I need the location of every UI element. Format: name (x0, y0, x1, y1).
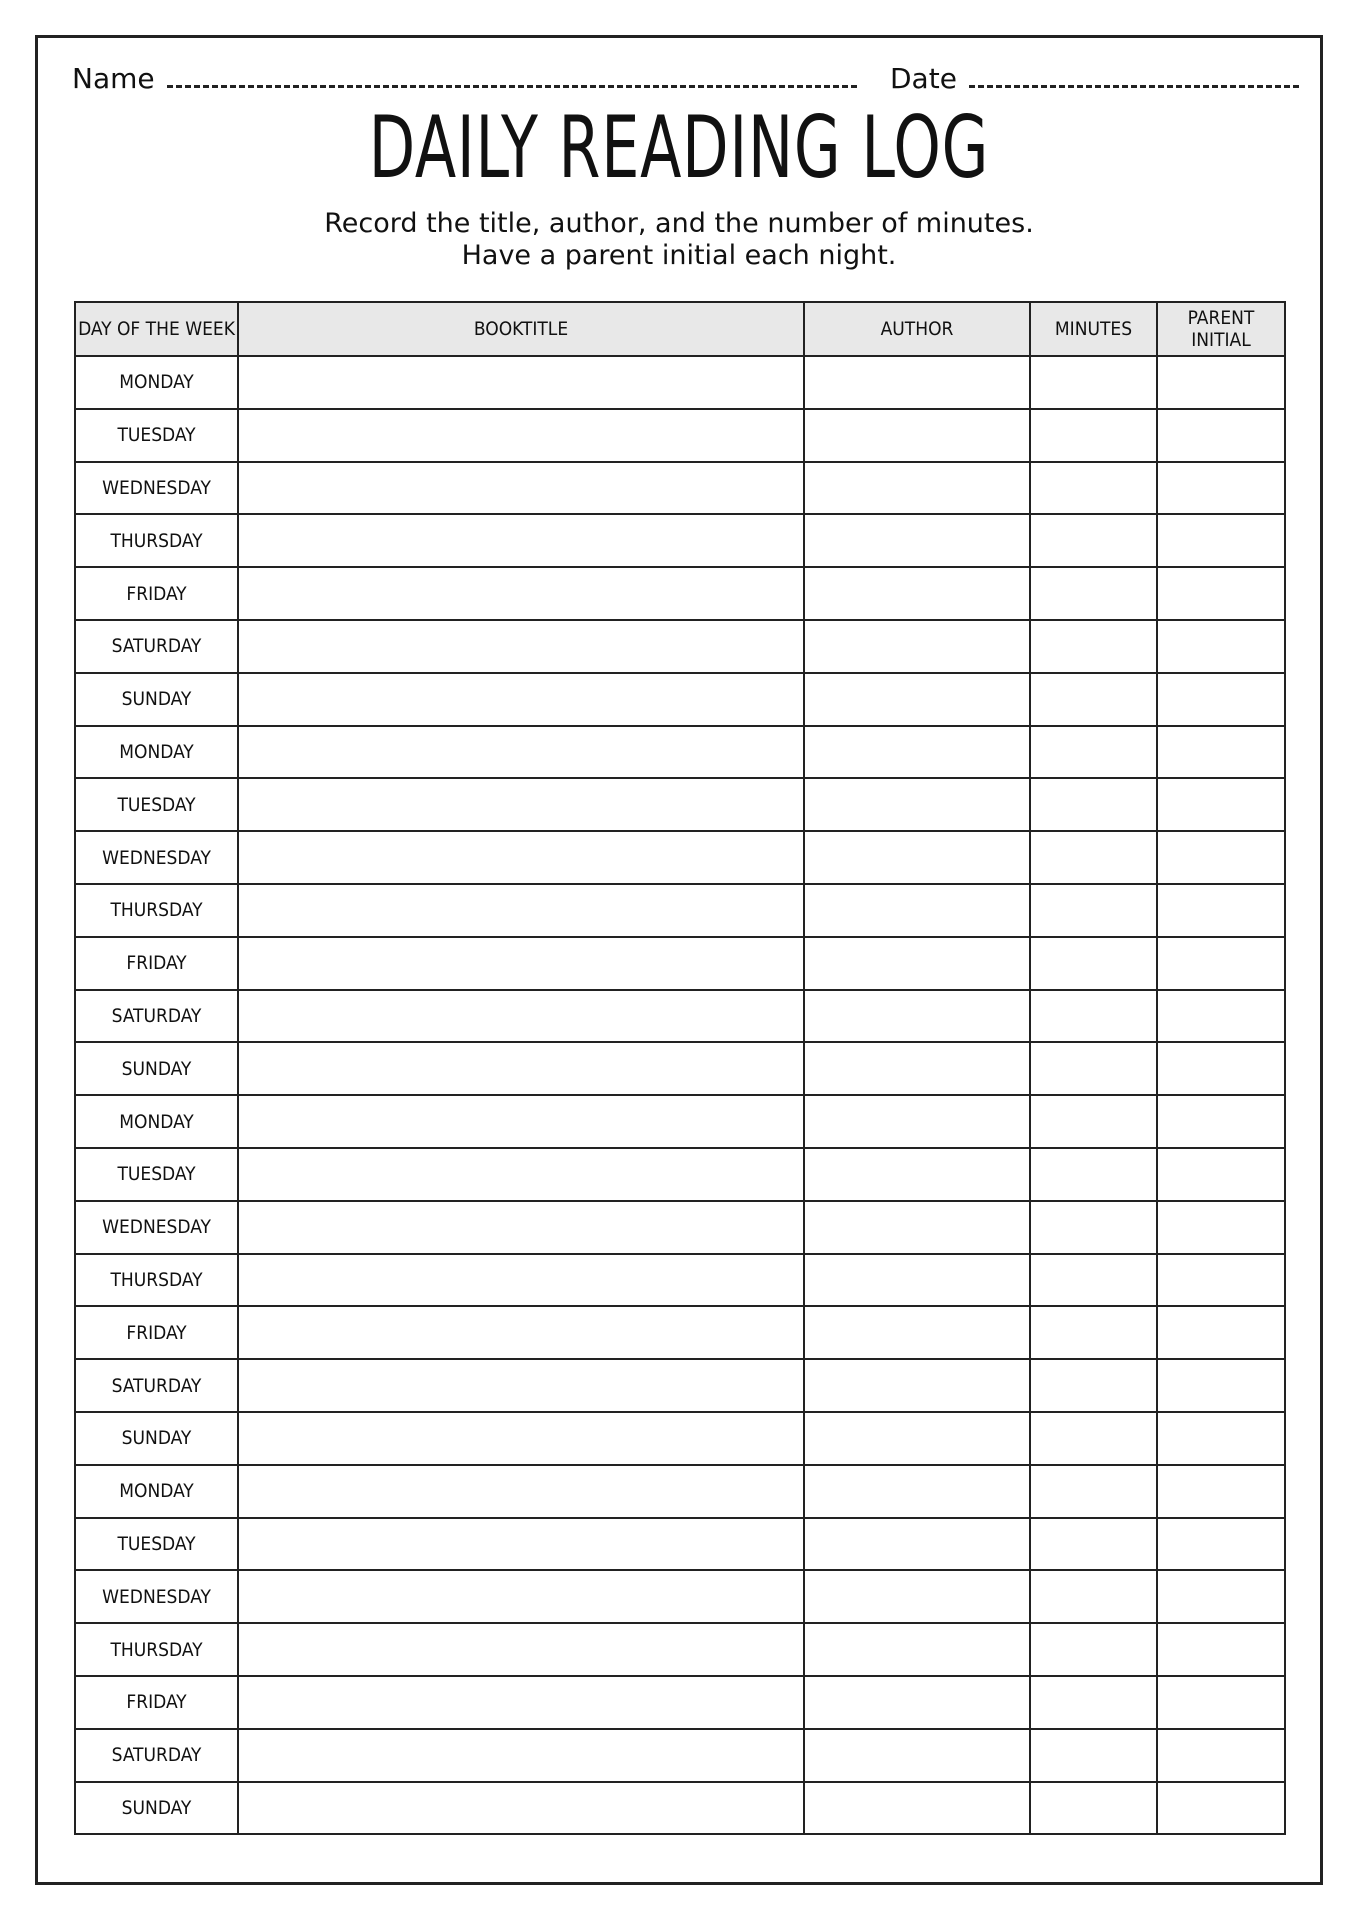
parent-initial-cell[interactable] (1157, 1782, 1285, 1835)
minutes-cell[interactable] (1030, 1095, 1157, 1148)
author-cell[interactable] (804, 1254, 1030, 1307)
day-cell: SUNDAY (75, 673, 238, 726)
day-cell: MONDAY (75, 1465, 238, 1518)
parent-initial-cell[interactable] (1157, 884, 1285, 937)
day-cell: TUESDAY (75, 1518, 238, 1571)
day-cell: SUNDAY (75, 1042, 238, 1095)
book-title-cell[interactable] (238, 514, 804, 567)
table-body (75, 356, 1285, 1834)
minutes-cell[interactable] (1030, 1042, 1157, 1095)
author-cell[interactable] (804, 1042, 1030, 1095)
author-cell[interactable] (804, 937, 1030, 990)
author-cell[interactable] (804, 1465, 1030, 1518)
day-cell: FRIDAY (75, 937, 238, 990)
parent-initial-cell[interactable] (1157, 1465, 1285, 1518)
date-label: Date (890, 62, 957, 95)
minutes-cell[interactable] (1030, 409, 1157, 462)
minutes-cell[interactable] (1030, 1782, 1157, 1835)
parent-initial-cell[interactable] (1157, 1359, 1285, 1412)
author-cell[interactable] (804, 778, 1030, 831)
author-cell[interactable] (804, 462, 1030, 515)
book-title-cell[interactable] (238, 937, 804, 990)
table-row (75, 356, 1285, 409)
table-row (75, 567, 1285, 620)
day-cell: SATURDAY (75, 1729, 238, 1782)
header-author: AUTHOR (804, 302, 1030, 356)
book-title-cell[interactable] (238, 1095, 804, 1148)
day-cell: WEDNESDAY (75, 831, 238, 884)
book-title-cell[interactable] (238, 1465, 804, 1518)
parent-initial-cell[interactable] (1157, 673, 1285, 726)
book-title-cell[interactable] (238, 567, 804, 620)
parent-initial-cell[interactable] (1157, 1518, 1285, 1571)
author-cell[interactable] (804, 1201, 1030, 1254)
author-cell[interactable] (804, 1570, 1030, 1623)
minutes-cell[interactable] (1030, 620, 1157, 673)
parent-initial-cell[interactable] (1157, 1676, 1285, 1729)
author-cell[interactable] (804, 1095, 1030, 1148)
table-header-row (75, 302, 1285, 356)
name-field[interactable] (72, 62, 857, 95)
book-title-cell[interactable] (238, 990, 804, 1043)
book-title-cell[interactable] (238, 726, 804, 779)
instruction-line-1: Record the title, author, and the number of minutes. (324, 208, 1034, 239)
day-cell: MONDAY (75, 356, 238, 409)
header-parent-initial: PARENT INITIAL (1157, 302, 1285, 356)
book-title-cell[interactable] (238, 1201, 804, 1254)
minutes-cell[interactable] (1030, 1729, 1157, 1782)
parent-initial-cell[interactable] (1157, 462, 1285, 515)
day-cell: MONDAY (75, 1095, 238, 1148)
header-book-title: BOOKTITLE (238, 302, 804, 356)
minutes-cell[interactable] (1030, 673, 1157, 726)
parent-initial-cell[interactable] (1157, 1254, 1285, 1307)
day-cell: SATURDAY (75, 620, 238, 673)
book-title-cell[interactable] (238, 1782, 804, 1835)
table-row (75, 884, 1285, 937)
parent-initial-cell[interactable] (1157, 1570, 1285, 1623)
parent-initial-cell[interactable] (1157, 778, 1285, 831)
parent-initial-cell[interactable] (1157, 620, 1285, 673)
table-row (75, 1254, 1285, 1307)
day-cell: THURSDAY (75, 884, 238, 937)
book-title-cell[interactable] (238, 1148, 804, 1201)
table-row (75, 1095, 1285, 1148)
author-cell[interactable] (804, 726, 1030, 779)
author-cell[interactable] (804, 673, 1030, 726)
parent-initial-cell[interactable] (1157, 1623, 1285, 1676)
day-cell: THURSDAY (75, 1623, 238, 1676)
minutes-cell[interactable] (1030, 726, 1157, 779)
author-cell[interactable] (804, 884, 1030, 937)
author-cell[interactable] (804, 1148, 1030, 1201)
minutes-cell[interactable] (1030, 884, 1157, 937)
date-blank-line[interactable] (969, 81, 1299, 88)
parent-initial-cell[interactable] (1157, 937, 1285, 990)
day-cell: WEDNESDAY (75, 1201, 238, 1254)
author-cell[interactable] (804, 514, 1030, 567)
table-row (75, 1623, 1285, 1676)
parent-initial-cell[interactable] (1157, 1042, 1285, 1095)
parent-initial-cell[interactable] (1157, 726, 1285, 779)
minutes-cell[interactable] (1030, 1465, 1157, 1518)
parent-initial-cell[interactable] (1157, 356, 1285, 409)
book-title-cell[interactable] (238, 462, 804, 515)
parent-initial-cell[interactable] (1157, 409, 1285, 462)
table-row (75, 1042, 1285, 1095)
minutes-cell[interactable] (1030, 356, 1157, 409)
table-row (75, 1148, 1285, 1201)
table-row (75, 462, 1285, 515)
author-cell[interactable] (804, 1306, 1030, 1359)
day-cell: FRIDAY (75, 567, 238, 620)
day-cell: SATURDAY (75, 990, 238, 1043)
reading-log-table (74, 301, 1286, 1835)
parent-initial-cell[interactable] (1157, 1306, 1285, 1359)
header-day-of-week: DAY OF THE WEEK (75, 302, 238, 356)
author-cell[interactable] (804, 831, 1030, 884)
minutes-cell[interactable] (1030, 1359, 1157, 1412)
day-cell: FRIDAY (75, 1306, 238, 1359)
book-title-cell[interactable] (238, 831, 804, 884)
book-title-cell[interactable] (238, 1359, 804, 1412)
day-cell: SATURDAY (75, 1359, 238, 1412)
author-cell[interactable] (804, 1676, 1030, 1729)
book-title-cell[interactable] (238, 884, 804, 937)
minutes-cell[interactable] (1030, 567, 1157, 620)
author-cell[interactable] (804, 1623, 1030, 1676)
book-title-cell[interactable] (238, 673, 804, 726)
table-row (75, 1676, 1285, 1729)
book-title-cell[interactable] (238, 356, 804, 409)
minutes-cell[interactable] (1030, 1623, 1157, 1676)
table-row (75, 620, 1285, 673)
minutes-cell[interactable] (1030, 1412, 1157, 1465)
author-cell[interactable] (804, 990, 1030, 1043)
book-title-cell[interactable] (238, 1042, 804, 1095)
author-cell[interactable] (804, 356, 1030, 409)
table-row (75, 1570, 1285, 1623)
day-cell: THURSDAY (75, 1254, 238, 1307)
name-blank-line[interactable] (167, 81, 857, 88)
book-title-cell[interactable] (238, 1412, 804, 1465)
minutes-cell[interactable] (1030, 514, 1157, 567)
book-title-cell[interactable] (238, 1729, 804, 1782)
table-row (75, 1782, 1285, 1835)
table-row (75, 514, 1285, 567)
author-cell[interactable] (804, 620, 1030, 673)
table-row (75, 1729, 1285, 1782)
book-title-cell[interactable] (238, 1518, 804, 1571)
day-cell: MONDAY (75, 726, 238, 779)
minutes-cell[interactable] (1030, 462, 1157, 515)
table-row (75, 1201, 1285, 1254)
parent-initial-cell[interactable] (1157, 990, 1285, 1043)
book-title-cell[interactable] (238, 409, 804, 462)
day-cell: WEDNESDAY (75, 462, 238, 515)
table-row (75, 1518, 1285, 1571)
date-field[interactable] (890, 62, 1299, 95)
author-cell[interactable] (804, 1359, 1030, 1412)
table-row (75, 1465, 1285, 1518)
parent-initial-cell[interactable] (1157, 1729, 1285, 1782)
table-row (75, 726, 1285, 779)
minutes-cell[interactable] (1030, 1148, 1157, 1201)
minutes-cell[interactable] (1030, 1676, 1157, 1729)
table-row (75, 1412, 1285, 1465)
header-minutes: MINUTES (1030, 302, 1157, 356)
minutes-cell[interactable] (1030, 831, 1157, 884)
book-title-cell[interactable] (238, 1676, 804, 1729)
parent-initial-cell[interactable] (1157, 514, 1285, 567)
minutes-cell[interactable] (1030, 990, 1157, 1043)
parent-initial-cell[interactable] (1157, 1412, 1285, 1465)
table-row (75, 778, 1285, 831)
parent-initial-cell[interactable] (1157, 1201, 1285, 1254)
minutes-cell[interactable] (1030, 1201, 1157, 1254)
parent-initial-cell[interactable] (1157, 567, 1285, 620)
table-row (75, 937, 1285, 990)
name-label: Name (72, 62, 155, 95)
day-cell: FRIDAY (75, 1676, 238, 1729)
table-row (75, 1306, 1285, 1359)
minutes-cell[interactable] (1030, 1570, 1157, 1623)
page-title: DAILY READING LOG (368, 98, 990, 198)
author-cell[interactable] (804, 409, 1030, 462)
parent-initial-cell[interactable] (1157, 1148, 1285, 1201)
author-cell[interactable] (804, 1782, 1030, 1835)
author-cell[interactable] (804, 1518, 1030, 1571)
day-cell: THURSDAY (75, 514, 238, 567)
author-cell[interactable] (804, 567, 1030, 620)
author-cell[interactable] (804, 1729, 1030, 1782)
table-row (75, 673, 1285, 726)
day-cell: TUESDAY (75, 409, 238, 462)
instruction-line-2: Have a parent initial each night. (461, 240, 897, 271)
day-cell: SUNDAY (75, 1782, 238, 1835)
author-cell[interactable] (804, 1412, 1030, 1465)
table-row (75, 409, 1285, 462)
day-cell: SUNDAY (75, 1412, 238, 1465)
book-title-cell[interactable] (238, 1254, 804, 1307)
book-title-cell[interactable] (238, 1623, 804, 1676)
book-title-cell[interactable] (238, 1570, 804, 1623)
day-cell: TUESDAY (75, 1148, 238, 1201)
day-cell: TUESDAY (75, 778, 238, 831)
table-row (75, 1359, 1285, 1412)
minutes-cell[interactable] (1030, 937, 1157, 990)
book-title-cell[interactable] (238, 620, 804, 673)
minutes-cell[interactable] (1030, 778, 1157, 831)
table-row (75, 990, 1285, 1043)
parent-initial-cell[interactable] (1157, 831, 1285, 884)
table-row (75, 831, 1285, 884)
day-cell: WEDNESDAY (75, 1570, 238, 1623)
minutes-cell[interactable] (1030, 1306, 1157, 1359)
parent-initial-cell[interactable] (1157, 1095, 1285, 1148)
minutes-cell[interactable] (1030, 1254, 1157, 1307)
book-title-cell[interactable] (238, 1306, 804, 1359)
minutes-cell[interactable] (1030, 1518, 1157, 1571)
book-title-cell[interactable] (238, 778, 804, 831)
